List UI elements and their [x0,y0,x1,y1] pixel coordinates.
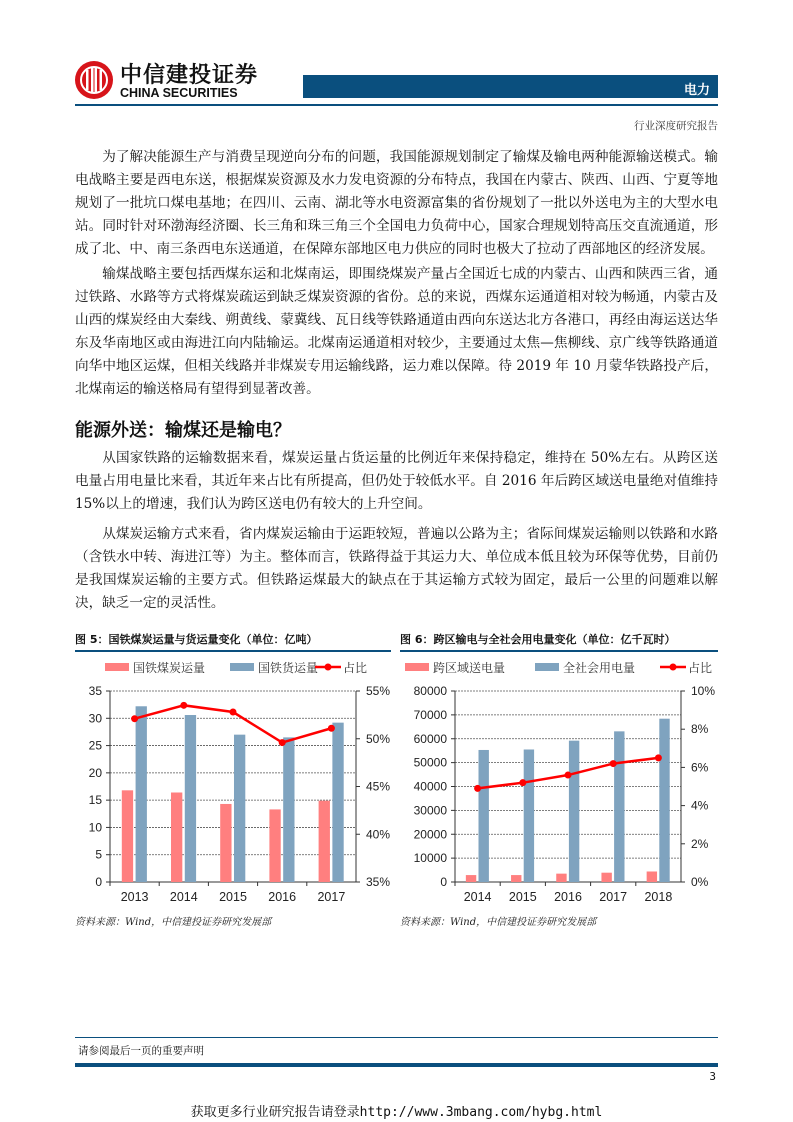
x-tick-label: 2017 [317,890,346,904]
legend-swatch [405,663,429,671]
figure-5-chart [75,655,395,910]
y2-tick-label: 0% [691,875,709,889]
ratio-point [519,779,526,786]
legend-label: 全社会用电量 [563,661,636,675]
y2-tick-label: 50% [366,731,391,746]
ratio-point [474,785,481,792]
footer-divider-thick [75,1063,718,1067]
page-number: 3 [709,1070,716,1083]
y-tick-label: 50000 [413,755,447,770]
ratio-point [131,715,138,722]
x-tick-label: 2017 [599,890,628,904]
bar-primary [511,875,521,882]
legend-swatch [535,663,559,671]
bar-secondary [524,749,534,882]
y-tick-label: 20 [88,765,102,780]
legend-label: 跨区域送电量 [433,661,506,675]
y-tick-label: 0 [440,875,447,889]
y-tick-label: 20000 [413,827,447,842]
bar-secondary [136,706,147,882]
ratio-point [230,709,237,716]
y-tick-label: 70000 [413,707,447,722]
y2-tick-label: 55% [366,684,391,698]
y-tick-label: 10000 [413,851,447,866]
paragraph: 从国家铁路的运输数据来看，煤炭运量占货运量的比例近年来保持稳定，维持在 50%左右。从跨区送电量占用电量比来看，其近年来占比有所提高，但仍处于较低水平。自 2016 年后跨区域送电量绝对值维持 15%以上的增速，我们认为跨区送电仍有较大的上升空间。 [75,450,718,512]
legend-marker [670,664,677,671]
bar-secondary [185,715,196,882]
y-tick-label: 5 [95,847,102,862]
paragraph: 从煤炭运输方式来看，省内煤炭运输由于运距较短，普遍以公路为主；省际间煤炭运输则以铁路和水路（含铁水中转、海进江等）为主。整体而言，铁路得益于其运力大、单位成本低且较为环保等优势，目前仍是我国煤炭运输的主要方式。但铁路运煤最大的缺点在于其运输方式较为固定，最后一公里的问题难以解决，缺乏一定的灵活性。 [75,526,718,611]
ratio-point [328,725,335,732]
logo-text-cn: 中信建投证券 [120,63,259,88]
y2-tick-label: 45% [366,779,391,794]
y-tick-label: 30 [88,711,102,726]
figure-6-title: 图 6：跨区输电与全社会用电量变化（单位：亿千瓦时） [400,633,676,646]
bar-secondary [614,731,624,882]
ratio-point [610,760,617,767]
y-tick-label: 60000 [413,731,447,746]
y2-tick-label: 35% [366,875,391,889]
bar-primary [220,804,231,882]
paragraph: 输煤战略主要包括西煤东运和北煤南运，即围绕煤炭产量占全国近七成的内蒙古、山西和陕西三省，通过铁路、水路等方式将煤炭疏运到缺乏煤炭资源的省份。总的来说，西煤东运通道相对较为畅通，内蒙古及山西的煤炭经由大秦线、朔黄线、蒙冀线、瓦日线等铁路通道由西向东送达北方各港口，再经由海运送达华东及华南地区或由海进江向内陆输运。北煤南运通道相对较少，主要通过太焦—焦柳线、京广线等铁路通道向华中地区运煤，但相关线路并非煤炭专用运输线路，运力难以保障。待 2019 年 10 月蒙华铁路投产后，北煤南运的输送格局有望得到显著改善。 [75,266,718,397]
legend-label: 国铁货运量 [258,661,319,675]
bar-primary [556,874,566,882]
bar-primary [319,801,330,882]
bar-primary [122,790,133,882]
ratio-point [279,739,286,746]
figure-6-chart [395,655,725,910]
ratio-point [655,754,662,761]
bar-primary [269,809,280,882]
y-tick-label: 40000 [413,779,447,794]
y-tick-label: 35 [88,684,102,698]
citic-logo-icon [74,60,114,100]
section-heading: 能源外送：输煤还是输电？ [75,420,291,441]
bar-primary [647,871,657,882]
legend-swatch [105,663,129,671]
y2-tick-label: 8% [691,722,709,737]
header-divider [75,104,718,106]
report-type-label: 行业深度研究报告 [634,120,718,132]
x-tick-label: 2016 [268,890,297,904]
legend-label: 占比 [343,661,368,675]
y2-tick-label: 6% [691,760,709,775]
legend-marker [325,664,332,671]
x-tick-label: 2014 [169,890,198,904]
y2-tick-label: 2% [691,836,709,851]
figure-6-rule [400,650,718,652]
paragraph: 为了解决能源生产与消费呈现逆向分布的问题，我国能源规划制定了输煤及输电两种能源输送模式。输电战略主要是西电东送，根据煤炭资源及水力发电资源的分布特点，我国在内蒙古、陕西、山西、宁夏等地规划了一批坑口煤电基地；在四川、云南、湖北等水电资源富集的省份规划了一批以外送电为主的大型水电站。同时针对环渤海经济圈、长三角和珠三角三个全国电力负荷中心，国家合理规划特高压交直流通道，形成了北、中、南三条西电东送通道，在保障东部地区电力供应的同时也极大了拉动了西部地区的经济发展。 [75,149,718,257]
y-tick-label: 0 [95,875,102,889]
figure-6-source: 资料来源：Wind，中信建投证券研究发展部 [400,917,597,928]
bar-secondary [659,719,669,882]
logo-text-en: CHINA SECURITIES [120,86,238,100]
x-tick-label: 2018 [644,890,673,904]
y2-tick-label: 10% [691,684,716,698]
y-tick-label: 15 [88,793,102,808]
figure-5-title: 图 5：国铁煤炭运量与货运量变化（单位：亿吨） [75,633,318,646]
ratio-point [565,772,572,779]
x-tick-label: 2016 [554,890,582,904]
figure-5-source: 资料来源：Wind，中信建投证券研究发展部 [75,917,272,928]
bar-secondary [283,737,294,882]
bar-secondary [479,750,489,882]
y-tick-label: 25 [88,738,102,753]
x-tick-label: 2013 [120,890,149,904]
bar-primary [601,873,611,882]
x-tick-label: 2015 [219,890,247,904]
legend-swatch [230,663,254,671]
x-tick-label: 2014 [463,890,492,904]
y-tick-label: 80000 [413,684,447,698]
bar-secondary [234,735,245,882]
sector-banner: 电力 [303,75,718,98]
disclaimer: 请参阅最后一页的重要声明 [78,1045,204,1057]
bar-secondary [332,723,343,882]
figure-5-rule [75,650,391,652]
ratio-point [180,702,187,709]
legend-label: 占比 [688,661,713,675]
promo-link[interactable]: 获取更多行业研究报告请登录http://www.3mbang.com/hybg.html [190,1105,603,1120]
legend-label: 国铁煤炭运量 [133,661,206,675]
x-tick-label: 2015 [508,890,537,904]
y-tick-label: 30000 [413,803,447,818]
bar-primary [466,875,476,882]
y2-tick-label: 40% [366,827,391,842]
y-tick-label: 10 [88,820,102,835]
bar-secondary [569,741,579,882]
bar-primary [171,793,182,882]
footer-divider [75,1037,718,1038]
y2-tick-label: 4% [691,798,709,813]
